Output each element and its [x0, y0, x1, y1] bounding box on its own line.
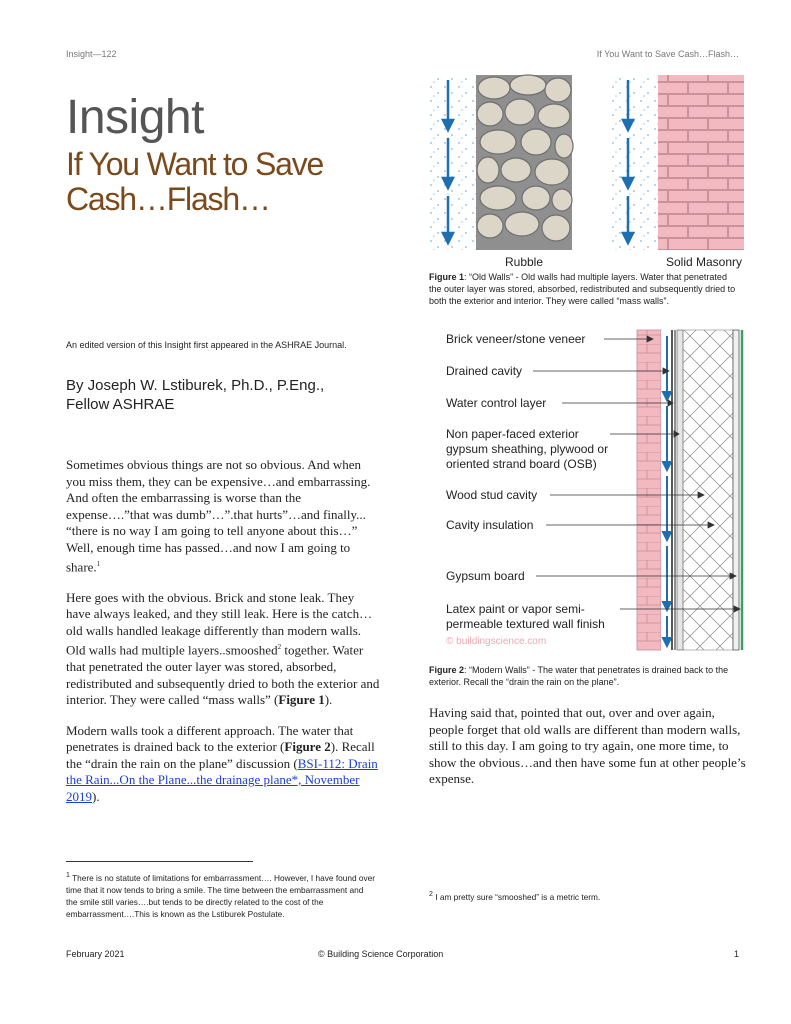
footer-date: February 2021 [66, 949, 125, 959]
label-drained-cavity: Drained cavity [446, 364, 523, 378]
label-wood-stud-cavity: Wood stud cavity [446, 488, 538, 502]
figure2-caption: Figure 2: “Modern Walls” - The water that penetrates is drained back to the exterior. Recall the “drain the rain on the plane”. [429, 665, 729, 687]
label-rubble: Rubble [504, 255, 544, 269]
footnote-rule [66, 861, 253, 862]
label-sheathing-2: gypsum sheathing, plywood or [446, 442, 609, 456]
label-brick-veneer: Brick veneer/stone veneer [446, 332, 586, 346]
figure1-old-walls [428, 70, 746, 270]
paragraph-2: Here goes with the obvious. Brick and stone leak. They have always leaked, and they still leak. Here is the catch… old walls handled leakage differently than modern walls. Old walls had multiple layers..smooshed$^2$ together. Water that penetrated the outer layer was stored, absorbed, redistributed and subsequently dried to both the exterior and interior. They were called “mass walls” (Figure 1). [66, 589, 380, 708]
label-solid-masonry: Solid Masonry [665, 255, 743, 269]
label-water-control-layer: Water control layer [446, 396, 547, 410]
byline: By Joseph W. Lstiburek, Ph.D., P.Eng., Fellow ASHRAE [66, 377, 325, 413]
solid-masonry-wall [658, 75, 744, 250]
label-sheathing-3: oriented strand board (OSB) [446, 457, 597, 471]
figure1-caption: Figure 1: “Old Walls” - Old walls had multiple layers. Water that penetrated the outer layer was stored, absorbed, redistributed and subsequently dried to both the exterior and interior. They were called “mass walls”. [429, 272, 736, 306]
label-latex-paint-1: Latex paint or vapor semi- [446, 602, 585, 616]
footer-page-number: 1 [734, 949, 740, 959]
label-sheathing-1: Non paper-faced exterior [446, 427, 579, 441]
label-latex-paint-2: permeable textured wall finish [446, 617, 605, 631]
paragraph-4: Having said that, pointed that out, over and over again, people forget that old walls are different than modern walls, still to this day. I am going to try again, one more time, to show the obvious…and then have some fun at other people’s expense. [429, 705, 746, 786]
figure2-modern-walls [440, 326, 750, 652]
footnote-1: $^1$ There is no statute of limitations for embarrassment…. However, I have found over time that it now tends to bring a smile. The time between the embarrassment and the smile still varies….but tends to be directly related to the cost of the embarrassment….This is known as the Lstiburek Postulate. [66, 872, 376, 919]
footnote-2: $^2$ I am pretty sure “smooshed” is a metric term. [429, 891, 601, 902]
header-left: Insight—122 [66, 49, 117, 59]
footer-copyright: © Building Science Corporation [318, 949, 444, 959]
paragraph-1: Sometimes obvious things are not so obvious. And when you miss them, they can be expensive…and embarrassing. And often the embarrassing is worse than the expense….”that was dumb”…”.that hurts”…and finally... “there is no way I am going to tell anyone about this…” Well, enough time has passed…and now I am going to share.$^1$ [66, 457, 371, 575]
paragraph-3: Modern walls took a different approach. The water that penetrates is drained back to the exterior (Figure 2). Recall the “drain the rain on the plane” discussion (BSI-112: Drain the Rain...On the Plane...the drainage plane*, November 2019). [66, 722, 378, 804]
label-cavity-insulation: Cavity insulation [446, 518, 534, 532]
page-title: Insight [66, 91, 204, 144]
intro-note: An edited version of this Insight first appeared in the ASHRAE Journal. [66, 340, 347, 350]
bsi-112-link[interactable]: BSI-112: Drain the Rain...On the Plane...the drainage plane*, November 2019 [66, 755, 378, 804]
body-left-column [66, 457, 380, 819]
page-subtitle: If You Want to Save Cash…Flash… [66, 146, 324, 217]
label-gypsum-board: Gypsum board [446, 569, 525, 583]
header-right: If You Want to Save Cash…Flash… [596, 49, 739, 59]
watermark: © buildingscience.com [446, 636, 547, 647]
